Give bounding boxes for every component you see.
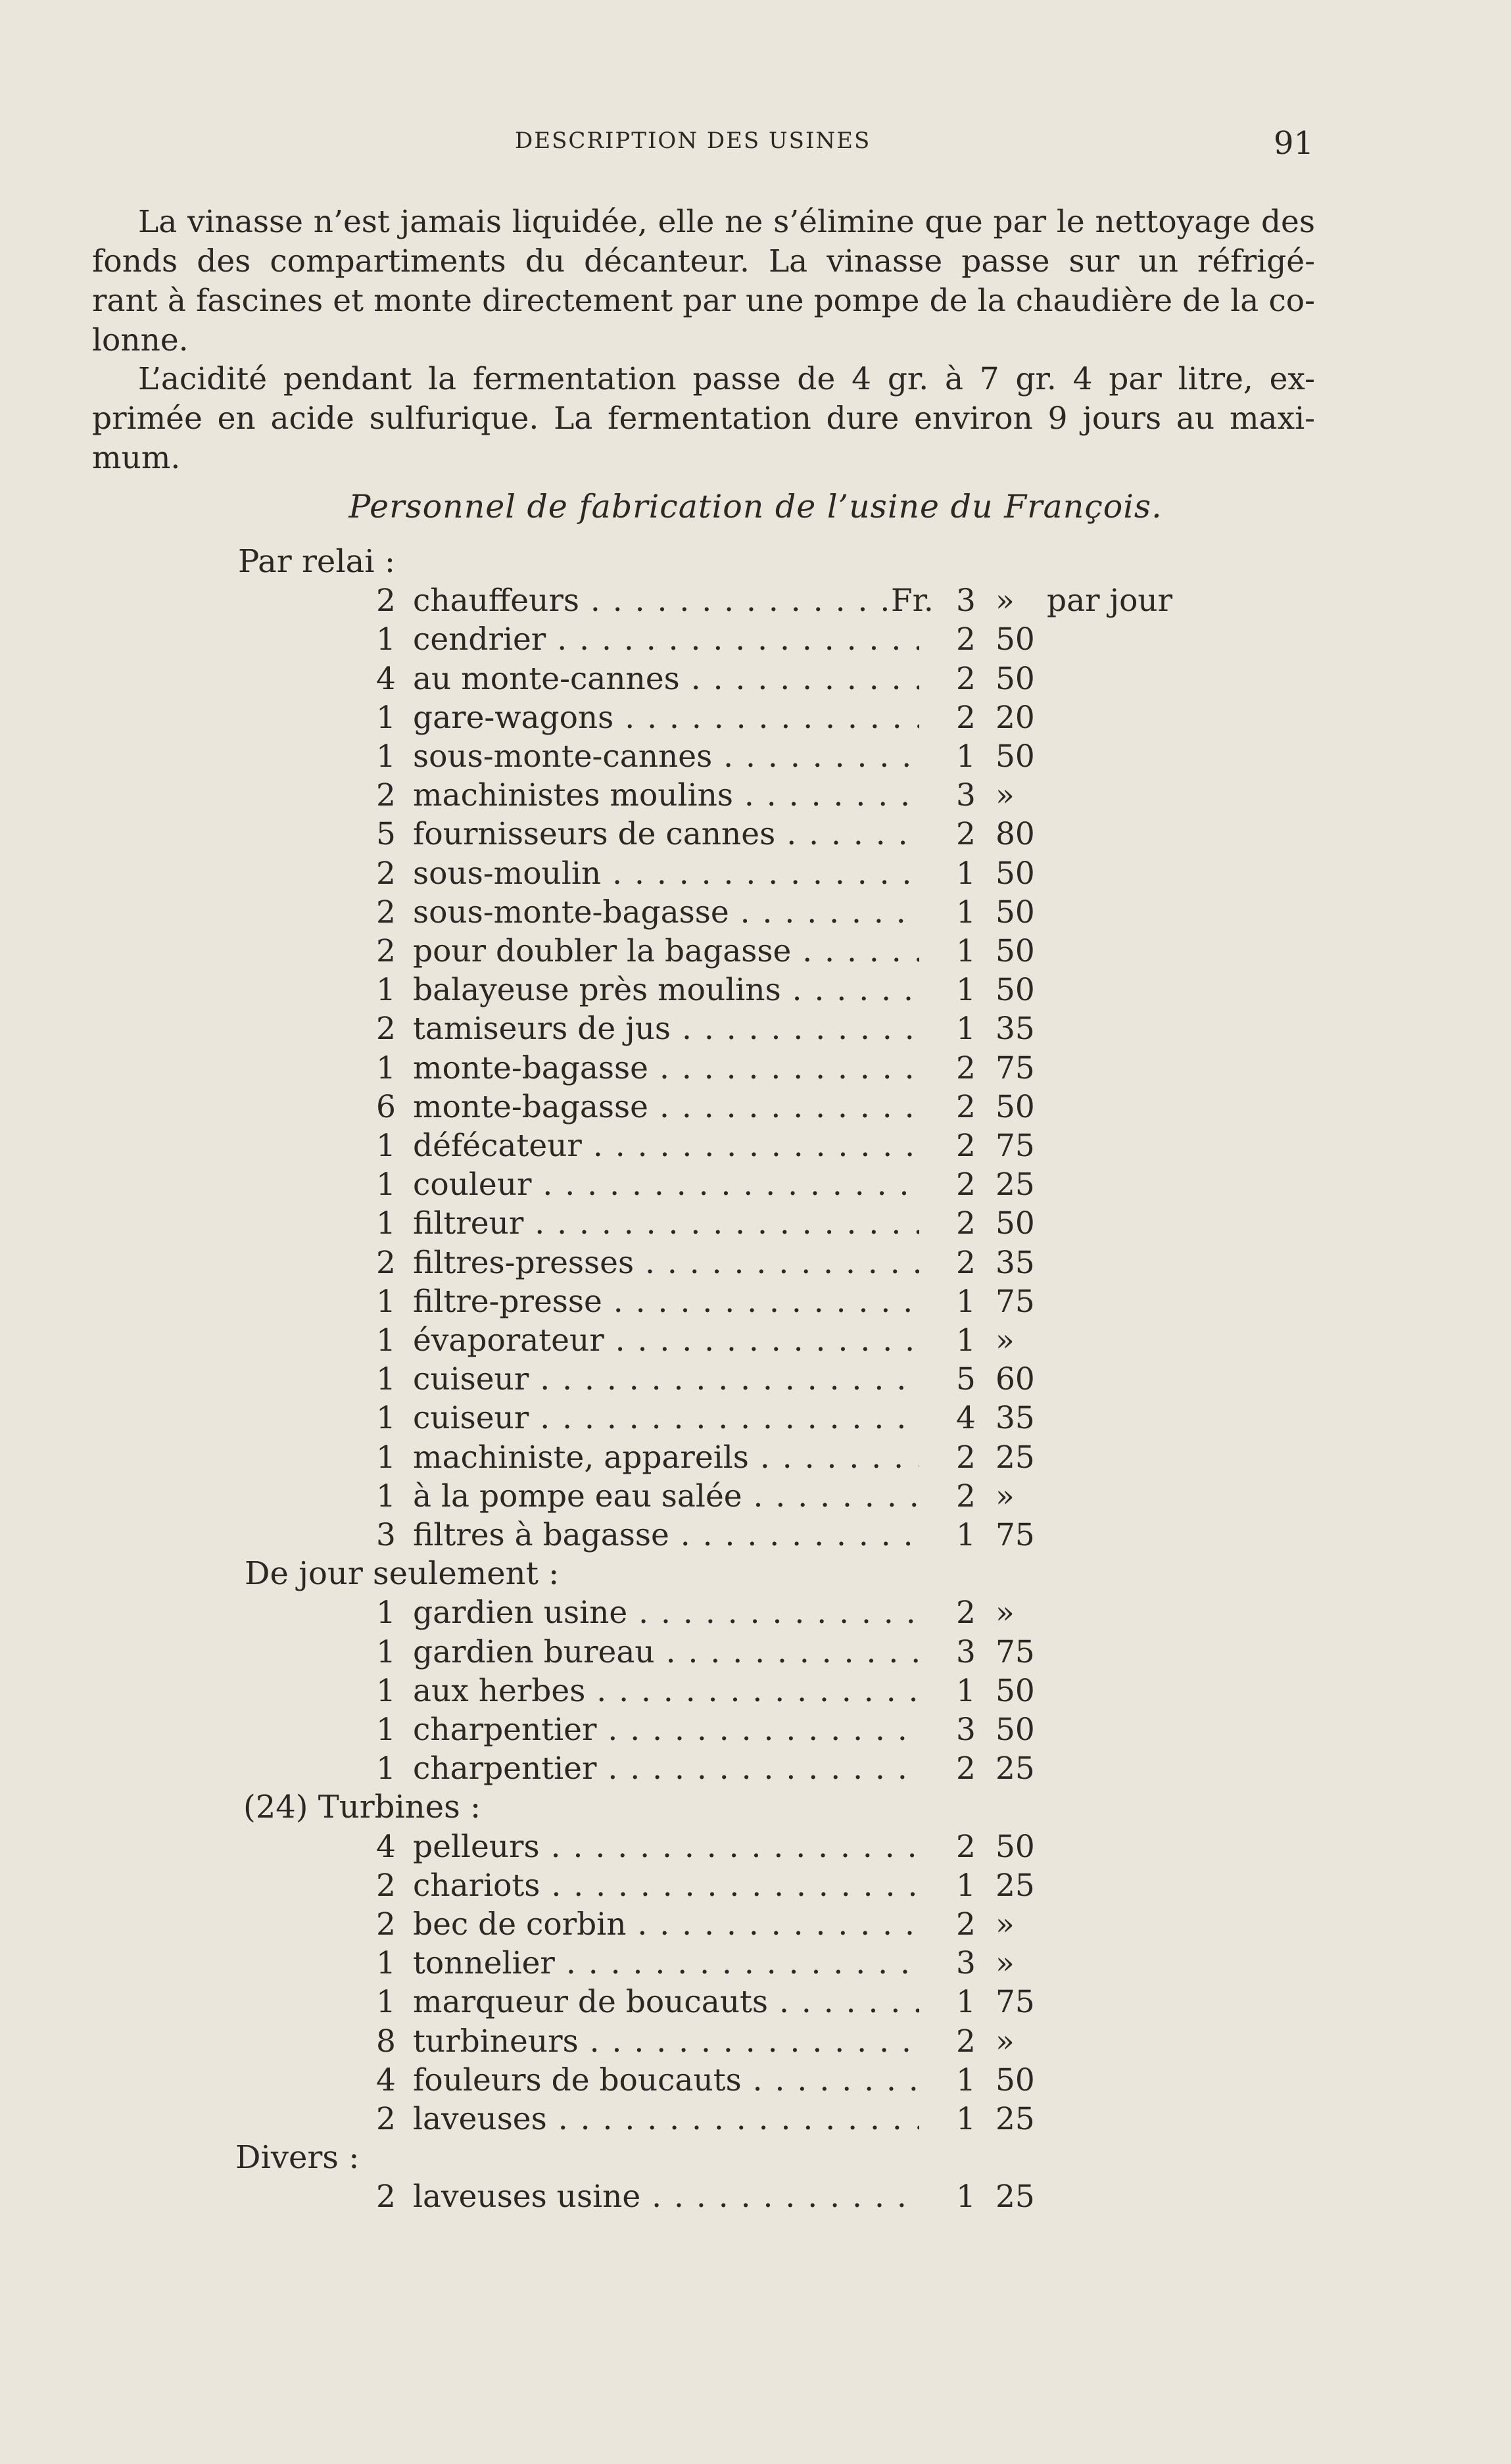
personnel-role: machiniste, appareils . . . [413,1438,919,1477]
wage-francs: 1 [956,738,976,775]
wage-cents: 35 [995,1400,1035,1437]
personnel-qty: 6 [376,1088,396,1125]
wage-francs: 3 [956,1633,976,1670]
paragraph-vinasse [92,203,1315,360]
wage-cents: 50 [995,738,1035,775]
personnel-row [0,1672,1511,1710]
personnel-qty: 1 [376,699,396,736]
wage-francs: 1 [956,1322,976,1359]
wage-cents: 50 [995,1088,1035,1125]
personnel-row [0,1165,1511,1204]
personnel-qty: 2 [376,1011,396,1048]
group-heading: Par relai : [238,543,396,580]
personnel-qty: 1 [376,621,396,658]
personnel-role: défécateur . . . [413,1126,919,1165]
wage-francs: 1 [956,855,976,892]
personnel-row [0,1126,1511,1165]
group-heading: (24) Turbines : [243,1789,481,1826]
wage-francs: 2 [956,1244,976,1281]
wage-cents: 50 [995,1828,1035,1865]
personnel-row [0,581,1511,620]
personnel-qty: 1 [376,1361,396,1398]
personnel-role: évaporateur . . . [413,1321,919,1360]
personnel-qty: 1 [376,1633,396,1670]
personnel-role: sous-monte-cannes . . . [413,737,919,776]
personnel-role: turbineurs . . . [413,2022,919,2061]
personnel-row [0,1282,1511,1321]
personnel-row [0,1360,1511,1399]
personnel-qty: 1 [376,1128,396,1164]
personnel-row [0,1866,1511,1905]
personnel-qty: 1 [376,1945,396,1982]
wage-cents: 50 [995,855,1035,892]
personnel-qty: 1 [376,1478,396,1514]
personnel-qty: 2 [376,894,396,930]
personnel-qty: 2 [376,2101,396,2137]
personnel-row [0,1244,1511,1282]
personnel-role: cuiseur . . . [413,1399,919,1437]
personnel-row [0,2177,1511,2216]
wage-cents: 25 [995,2179,1035,2215]
wage-cents: » [995,1595,1015,1631]
wage-francs: 2 [956,660,976,697]
personnel-qty: 1 [376,1672,396,1709]
personnel-row [0,737,1511,776]
personnel-qty: 1 [376,1167,396,1203]
wage-cents: 50 [995,2062,1035,2098]
wage-francs: 3 [956,777,976,814]
wage-francs: 1 [956,1283,976,1320]
personnel-role: charpentier . . . [413,1710,919,1749]
wage-francs: 1 [956,1984,976,2021]
personnel-role: filtre-presse . . . [413,1282,919,1321]
personnel-row [0,660,1511,698]
wage-francs: 2 [956,1439,976,1476]
wage-cents: 60 [995,1361,1035,1398]
personnel-role: chariots . . . [413,1866,919,1905]
wage-cents: 75 [995,1984,1035,2021]
wage-cents: 35 [995,1244,1035,1281]
personnel-role: aux herbes . . . [413,1672,919,1710]
wage-francs: 1 [956,1517,976,1553]
wage-cents: 75 [995,1128,1035,1164]
wage-francs: 2 [956,1050,976,1086]
wage-francs: 2 [956,1906,976,1943]
personnel-row [0,1905,1511,1944]
section-title: Personnel de fabrication de l’usine du François. [348,488,1163,525]
personnel-role: au monte-cannes . . . [413,660,919,698]
wage-cents: 25 [995,2101,1035,2137]
personnel-qty: 1 [376,1595,396,1631]
personnel-qty: 4 [376,660,396,697]
personnel-row [0,2100,1511,2138]
personnel-qty: 1 [376,1439,396,1476]
personnel-row [0,1749,1511,1788]
text-line: mum. [92,440,181,476]
personnel-role: cuiseur . . . [413,1360,919,1399]
personnel-row [0,1088,1511,1126]
personnel-role: tamiseurs de jus . . . [413,1009,919,1048]
personnel-qty: 2 [376,1244,396,1281]
wage-francs: 1 [956,972,976,1009]
personnel-role: filtres à bagasse . . . [413,1516,919,1555]
wage-francs: 3 [956,583,976,619]
personnel-role: marqueur de boucauts . . . [413,1983,919,2021]
personnel-role: monte-bagasse . . . [413,1088,919,1126]
personnel-qty: 3 [376,1517,396,1553]
personnel-role: fouleurs de boucauts . . . [413,2061,919,2100]
wage-francs: 2 [956,699,976,736]
personnel-row [0,1399,1511,1437]
personnel-row [0,971,1511,1009]
personnel-row [0,1983,1511,2021]
wage-francs: 1 [956,2062,976,2098]
running-title: DESCRIPTION DES USINES [515,128,871,154]
wage-cents: 50 [995,1712,1035,1748]
wage-cents: 50 [995,660,1035,697]
wage-cents: 25 [995,1439,1035,1476]
currency-label: Fr. [887,581,930,620]
personnel-role: laveuses usine . . . [413,2177,919,2216]
wage-cents: 75 [995,1050,1035,1086]
wage-francs: 2 [956,1088,976,1125]
wage-francs: 2 [956,1751,976,1787]
wage-cents: » [995,1906,1015,1943]
personnel-row [0,893,1511,932]
wage-francs: 2 [956,1128,976,1164]
personnel-role: filtres-presses . . . [413,1244,919,1282]
personnel-qty: 2 [376,1906,396,1943]
personnel-role: monte-bagasse . . . [413,1049,919,1088]
wage-cents: 25 [995,1867,1035,1904]
text-line: L’acidité pendant la fermentation passe de 4 gr. à 7 gr. 4 par litre, ex- [138,361,1315,397]
personnel-role: cendrier . . . [413,620,919,659]
personnel-row [0,1633,1511,1672]
wage-cents: 50 [995,1205,1035,1242]
personnel-row [0,1516,1511,1555]
wage-francs: 1 [956,933,976,969]
personnel-qty: 1 [376,1751,396,1787]
personnel-role: à la pompe eau salée . . . [413,1477,919,1516]
wage-cents: 50 [995,894,1035,930]
personnel-qty: 1 [376,972,396,1009]
personnel-row [0,854,1511,893]
wage-francs: 3 [956,1712,976,1748]
wage-francs: 2 [956,1205,976,1242]
personnel-role: chauffeurs . . . [413,581,919,620]
personnel-role: couleur . . . [413,1165,919,1204]
personnel-row [0,1827,1511,1866]
personnel-role: bec de corbin . . . [413,1905,919,1944]
personnel-row [0,1009,1511,1048]
personnel-row [0,1321,1511,1360]
text-line: rant à fascines et monte directement par une pompe de la chaudière de la co- [92,283,1315,319]
personnel-role: gardien bureau . . . [413,1633,919,1672]
personnel-row [0,1593,1511,1632]
personnel-row [0,1204,1511,1243]
wage-francs: 2 [956,2023,976,2060]
wage-francs: 2 [956,1167,976,1203]
personnel-role: sous-moulin . . . [413,854,919,893]
personnel-role: gardien usine . . . [413,1593,919,1632]
personnel-role: pelleurs . . . [413,1827,919,1866]
wage-cents: 25 [995,1167,1035,1203]
personnel-qty: 5 [376,816,396,853]
wage-francs: 1 [956,2179,976,2215]
wage-francs: 2 [956,1828,976,1865]
wage-francs: 2 [956,621,976,658]
personnel-row [0,620,1511,659]
wage-francs: 1 [956,2101,976,2137]
personnel-qty: 1 [376,1400,396,1437]
personnel-role: filtreur . . . [413,1204,919,1243]
personnel-row [0,815,1511,854]
wage-cents: » [995,1322,1015,1359]
personnel-role: machinistes moulins . . . [413,776,919,815]
wage-cents: 50 [995,972,1035,1009]
personnel-row [0,1049,1511,1088]
personnel-qty: 2 [376,1867,396,1904]
personnel-qty: 1 [376,1322,396,1359]
wage-francs: 4 [956,1400,976,1437]
wage-cents: 50 [995,1672,1035,1709]
personnel-qty: 2 [376,583,396,619]
personnel-row [0,1477,1511,1516]
personnel-qty: 2 [376,777,396,814]
personnel-qty: 4 [376,1828,396,1865]
page-number: 91 [1274,125,1314,162]
personnel-qty: 4 [376,2062,396,2098]
wage-cents: 80 [995,816,1035,853]
text-line: fonds des compartiments du décanteur. La vinasse passe sur un réfrigé- [92,243,1315,279]
wage-francs: 3 [956,1945,976,1982]
wage-francs: 1 [956,1867,976,1904]
personnel-qty: 1 [376,1984,396,2021]
personnel-qty: 2 [376,2179,396,2215]
wage-francs: 5 [956,1361,976,1398]
text-line: lonne. [92,322,189,358]
personnel-role: gare-wagons . . . [413,698,919,737]
wage-cents: 50 [995,933,1035,969]
running-head [0,125,1511,162]
wage-francs: 1 [956,1672,976,1709]
personnel-role: laveuses . . . [413,2100,919,2138]
group-heading: Divers : [235,2139,360,2177]
personnel-role: fournisseurs de cannes . . . [413,815,919,854]
group-heading: De jour seulement : [245,1555,560,1593]
paragraph-acidite [92,360,1315,478]
personnel-qty: 2 [376,855,396,892]
personnel-role: charpentier . . . [413,1749,919,1788]
personnel-qty: 1 [376,738,396,775]
personnel-role: pour doubler la bagasse . . . [413,932,919,971]
wage-francs: 2 [956,816,976,853]
personnel-qty: 2 [376,933,396,969]
personnel-qty: 1 [376,1283,396,1320]
wage-francs: 2 [956,1478,976,1514]
wage-cents: 25 [995,1751,1035,1787]
wage-cents: 35 [995,1011,1035,1048]
wage-francs: 2 [956,1595,976,1631]
personnel-row [0,2022,1511,2061]
wage-cents: » [995,2023,1015,2060]
wage-francs: 1 [956,894,976,930]
text-line: La vinasse n’est jamais liquidée, elle ne s’élimine que par le nettoyage des [138,204,1315,240]
wage-cents: 75 [995,1283,1035,1320]
personnel-row [0,698,1511,737]
wage-cents: » [995,777,1015,814]
personnel-row [0,2061,1511,2100]
wage-cents: » [995,1478,1015,1514]
wage-cents: 75 [995,1517,1035,1553]
personnel-qty: 8 [376,2023,396,2060]
personnel-row [0,776,1511,815]
wage-cents: 50 [995,621,1035,658]
personnel-row [0,1438,1511,1477]
personnel-role: sous-monte-bagasse . . . [413,893,919,932]
wage-francs: 1 [956,1011,976,1048]
personnel-qty: 1 [376,1050,396,1086]
wage-cents: » [995,583,1015,619]
personnel-qty: 1 [376,1205,396,1242]
personnel-row [0,932,1511,971]
personnel-role: balayeuse près moulins . . . [413,971,919,1009]
personnel-role: tonnelier . . . [413,1944,919,1983]
personnel-qty: 1 [376,1712,396,1748]
wage-unit: par jour [1047,583,1173,619]
wage-cents: » [995,1945,1015,1982]
wage-cents: 75 [995,1633,1035,1670]
wage-cents: 20 [995,699,1035,736]
text-line: primée en acide sulfurique. La fermentation dure environ 9 jours au maxi- [92,400,1315,437]
personnel-row [0,1710,1511,1749]
personnel-row [0,1944,1511,1983]
